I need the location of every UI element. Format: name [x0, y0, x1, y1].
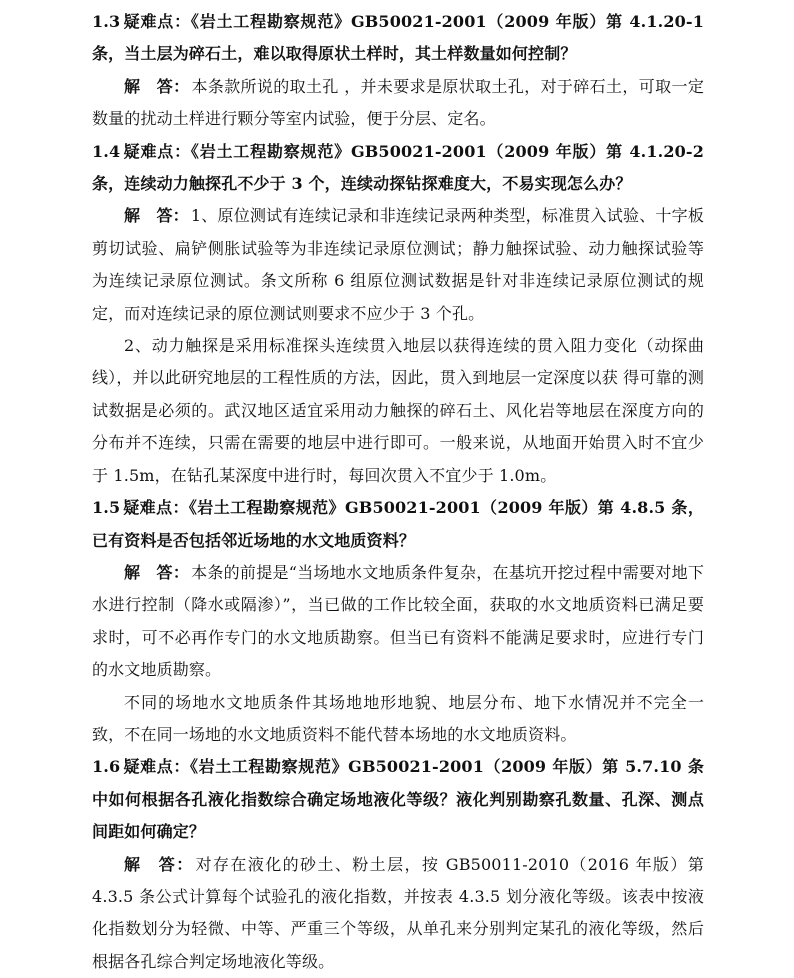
question-text: 疑难点：《岩土工程勘察规范》GB50021-2001（2009 年版）第 5.7.10 条中如何根据各孔液化指数综合确定场地液化等级？液化判别勘察孔数量、孔深、测点间距如何确定？ [92, 757, 704, 842]
question-number: 1.6 [92, 757, 121, 777]
answer-1-5 [92, 557, 704, 687]
answer-1-3 [92, 71, 704, 136]
answer-1-5-paragraph-2: 不同的场地水文地质条件其场地地形地貌、地层分布、地下水情况并不完全一致，不在同一场地的水文地质资料不能代替本场地的水文地质资料。 [92, 692, 704, 744]
answer-text: 1、原位测试有连续记录和非连续记录两种类型，标准贯入试验、十字板剪切试验、扁铲侧胀试验等为非连续记录原位测试；静力触探试验、动力触探试验等为连续记录原位测试。条文所称 6 组原位测试数据是针对非连续记录原位测试的规定，而对连续记录的原位测试则要求不应少于 3 个孔。 [92, 206, 705, 323]
document-page [92, 6, 704, 978]
question-1-6 [92, 751, 704, 848]
question-number: 1.5 [92, 498, 121, 518]
answer-text: 对存在液化的砂土、粉土层，按 GB50011-2010（2016 年版）第 4.3.5 条公式计算每个试验孔的液化指数，并按表 4.3.5 划分液化等级。该表中按液化指数划分为轻微、中等、严重三个等级，从单孔来分别判定某孔的液化等级，然后根据各孔综合判定场地液化等级。 [92, 854, 704, 971]
answer-1-4 [92, 200, 704, 330]
question-1-4 [92, 136, 704, 201]
question-1-5 [92, 492, 704, 557]
answer-text: 本条款所说的取土孔 ，并未要求是原状取土孔，对于碎石土，可取一定数量的扰动土样进行颗分等室内试验，便于分层、定名。 [92, 76, 704, 129]
question-text: 疑难点：《岩土工程勘察规范》GB50021-2001（2009 年版）第 4.1.20-2 条，连续动力触探孔不少于 3 个，连续动探钻探难度大，不易实现怎么办？ [92, 141, 704, 194]
question-number: 1.3 [92, 12, 121, 31]
answer-label: 解 答： [124, 854, 194, 874]
answer-label: 解 答： [124, 206, 189, 226]
answer-1-6 [92, 849, 704, 978]
answer-text: 本条的前提是“当场地水文地质条件复杂，在基坑开挖过程中需要对地下水进行控制（降水或隔渗）”，当已做的工作比较全面，获取的水文地质资料已满足要求时，可不必再作专门的水文地质勘察。但当已有资料不能满足要求时，应进行专门的水文地质勘察。 [92, 562, 704, 680]
question-1-3 [92, 6, 704, 71]
answer-label: 解 答： [124, 562, 190, 582]
answer-1-4-paragraph-2: 2、动力触探是采用标准探头连续贯入地层以获得连续的贯入阻力变化（动探曲线），并以此研究地层的工程性质的方法，因此，贯入到地层一定深度以获 得可靠的测试数据是必须的。武汉地区适宜采用动力触探的碎石土、风化岩等地层在深度方向的分布并不连续，只需在需要的地层中进行即可。一般来说，从地面开始贯入时不宜少于 1.5m，在钻孔某深度中进行时，每回次贯入不宜少于 1.0m。 [92, 336, 704, 485]
question-number: 1.4 [92, 141, 121, 161]
answer-label: 解 答： [124, 76, 190, 96]
question-text: 疑难点：《岩土工程勘察规范》GB50021-2001（2009 年版）第 4.1.20-1 条，当土层为碎石土，难以取得原状土样时，其土样数量如何控制？ [92, 12, 704, 64]
question-text: 疑难点：《岩土工程勘察规范》GB50021-2001（2009 年版）第 4.8.5 条，已有资料是否包括邻近场地的水文地质资料？ [92, 498, 704, 550]
